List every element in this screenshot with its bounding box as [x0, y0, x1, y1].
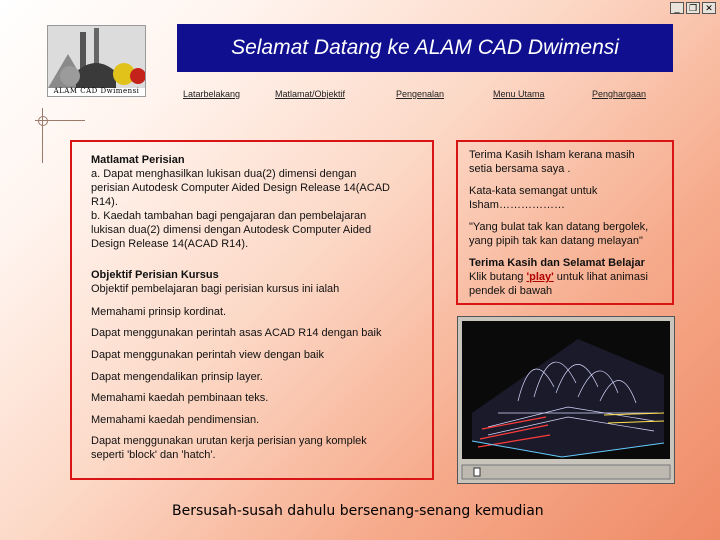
logo-text: ALAM CAD Dwimensi: [53, 87, 140, 95]
objective-item: Memahami kaedah pembinaan teks.: [91, 392, 269, 404]
objective-item: Dapat menggunakan perintah view dengan baik: [91, 349, 324, 361]
matlamat-line: a. Dapat menghasilkan lukisan dua(2) dimensi dengan: [91, 168, 357, 180]
logo-image: [48, 26, 145, 88]
matlamat-line: perisian Autodesk Computer Aided Design Release 14(ACAD: [91, 182, 390, 194]
nav-menu-utama[interactable]: Menu Utama: [493, 89, 545, 99]
playback-slider[interactable]: [474, 468, 480, 476]
nav-penghargaan[interactable]: Penghargaan: [592, 89, 647, 99]
matlamat-line: lukisan dua(2) dimensi dengan Autodesk Computer Aided: [91, 224, 372, 236]
matlamat-line: b. Kaedah tambahan bagi pengajaran dan pembelajaran: [91, 210, 367, 222]
matlamat-line: R14).: [91, 196, 118, 208]
objective-item: Memahami prinsip kordinat.: [91, 306, 227, 318]
objective-item: Memahami kaedah pendimensian.: [91, 414, 260, 426]
thanks-line: setia bersama saya .: [469, 163, 571, 175]
play-link[interactable]: 'play': [526, 271, 554, 283]
closing-title: Terima Kasih dan Selamat Belajar: [469, 257, 645, 269]
minimize-button[interactable]: _: [670, 2, 684, 14]
click-suffix: untuk lihat animasi: [553, 271, 648, 283]
objective-item: Dapat menggunakan urutan kerja perisian yang komplek: [91, 435, 367, 447]
decorative-circle: [38, 116, 48, 126]
objective-item: Dapat mengendalikan prinsip layer.: [91, 371, 263, 383]
objektif-intro: Objektif pembelajaran bagi perisian kursus ini ialah: [91, 283, 340, 295]
quote-line: yang pipih tak kan datang melayan": [469, 235, 643, 247]
click-instruction: [469, 271, 648, 284]
close-button[interactable]: ✕: [702, 2, 716, 14]
thanks-line: Terima Kasih Isham kerana masih: [469, 149, 635, 161]
nav-matlamat-objektif[interactable]: Matlamat/Objektif: [275, 89, 346, 99]
words-line: Isham………………: [469, 199, 565, 211]
restore-button[interactable]: ❐: [686, 2, 700, 14]
objektif-title: Objektif Perisian Kursus: [91, 269, 219, 281]
nav-pengenalan[interactable]: Pengenalan: [396, 89, 445, 99]
matlamat-title: Matlamat Perisian: [91, 154, 185, 166]
logo: [47, 25, 146, 97]
matlamat-line: Design Release 14(ACAD R14).: [91, 238, 249, 250]
animation-panel[interactable]: [457, 316, 675, 484]
footer-motto: Bersusah-susah dahulu bersenang-senang kemudian: [172, 503, 544, 519]
page-title: Selamat Datang ke ALAM CAD Dwimensi: [231, 36, 619, 59]
objective-item: Dapat menggunakan perintah asas ACAD R14 dengan baik: [91, 327, 382, 339]
title-bar: [177, 24, 673, 72]
words-line: Kata-kata semangat untuk: [469, 185, 598, 197]
click-instruction-line2: pendek di bawah: [469, 285, 553, 297]
quote-line: "Yang bulat tak kan datang bergolek,: [469, 221, 649, 233]
cad-render-image: [458, 317, 674, 483]
nav-latarbelakang[interactable]: Latarbelakang: [183, 89, 241, 99]
objective-item: seperti 'block' dan 'hatch'.: [91, 449, 216, 461]
click-prefix: Klik butang: [469, 271, 527, 283]
window-controls: [670, 2, 716, 14]
